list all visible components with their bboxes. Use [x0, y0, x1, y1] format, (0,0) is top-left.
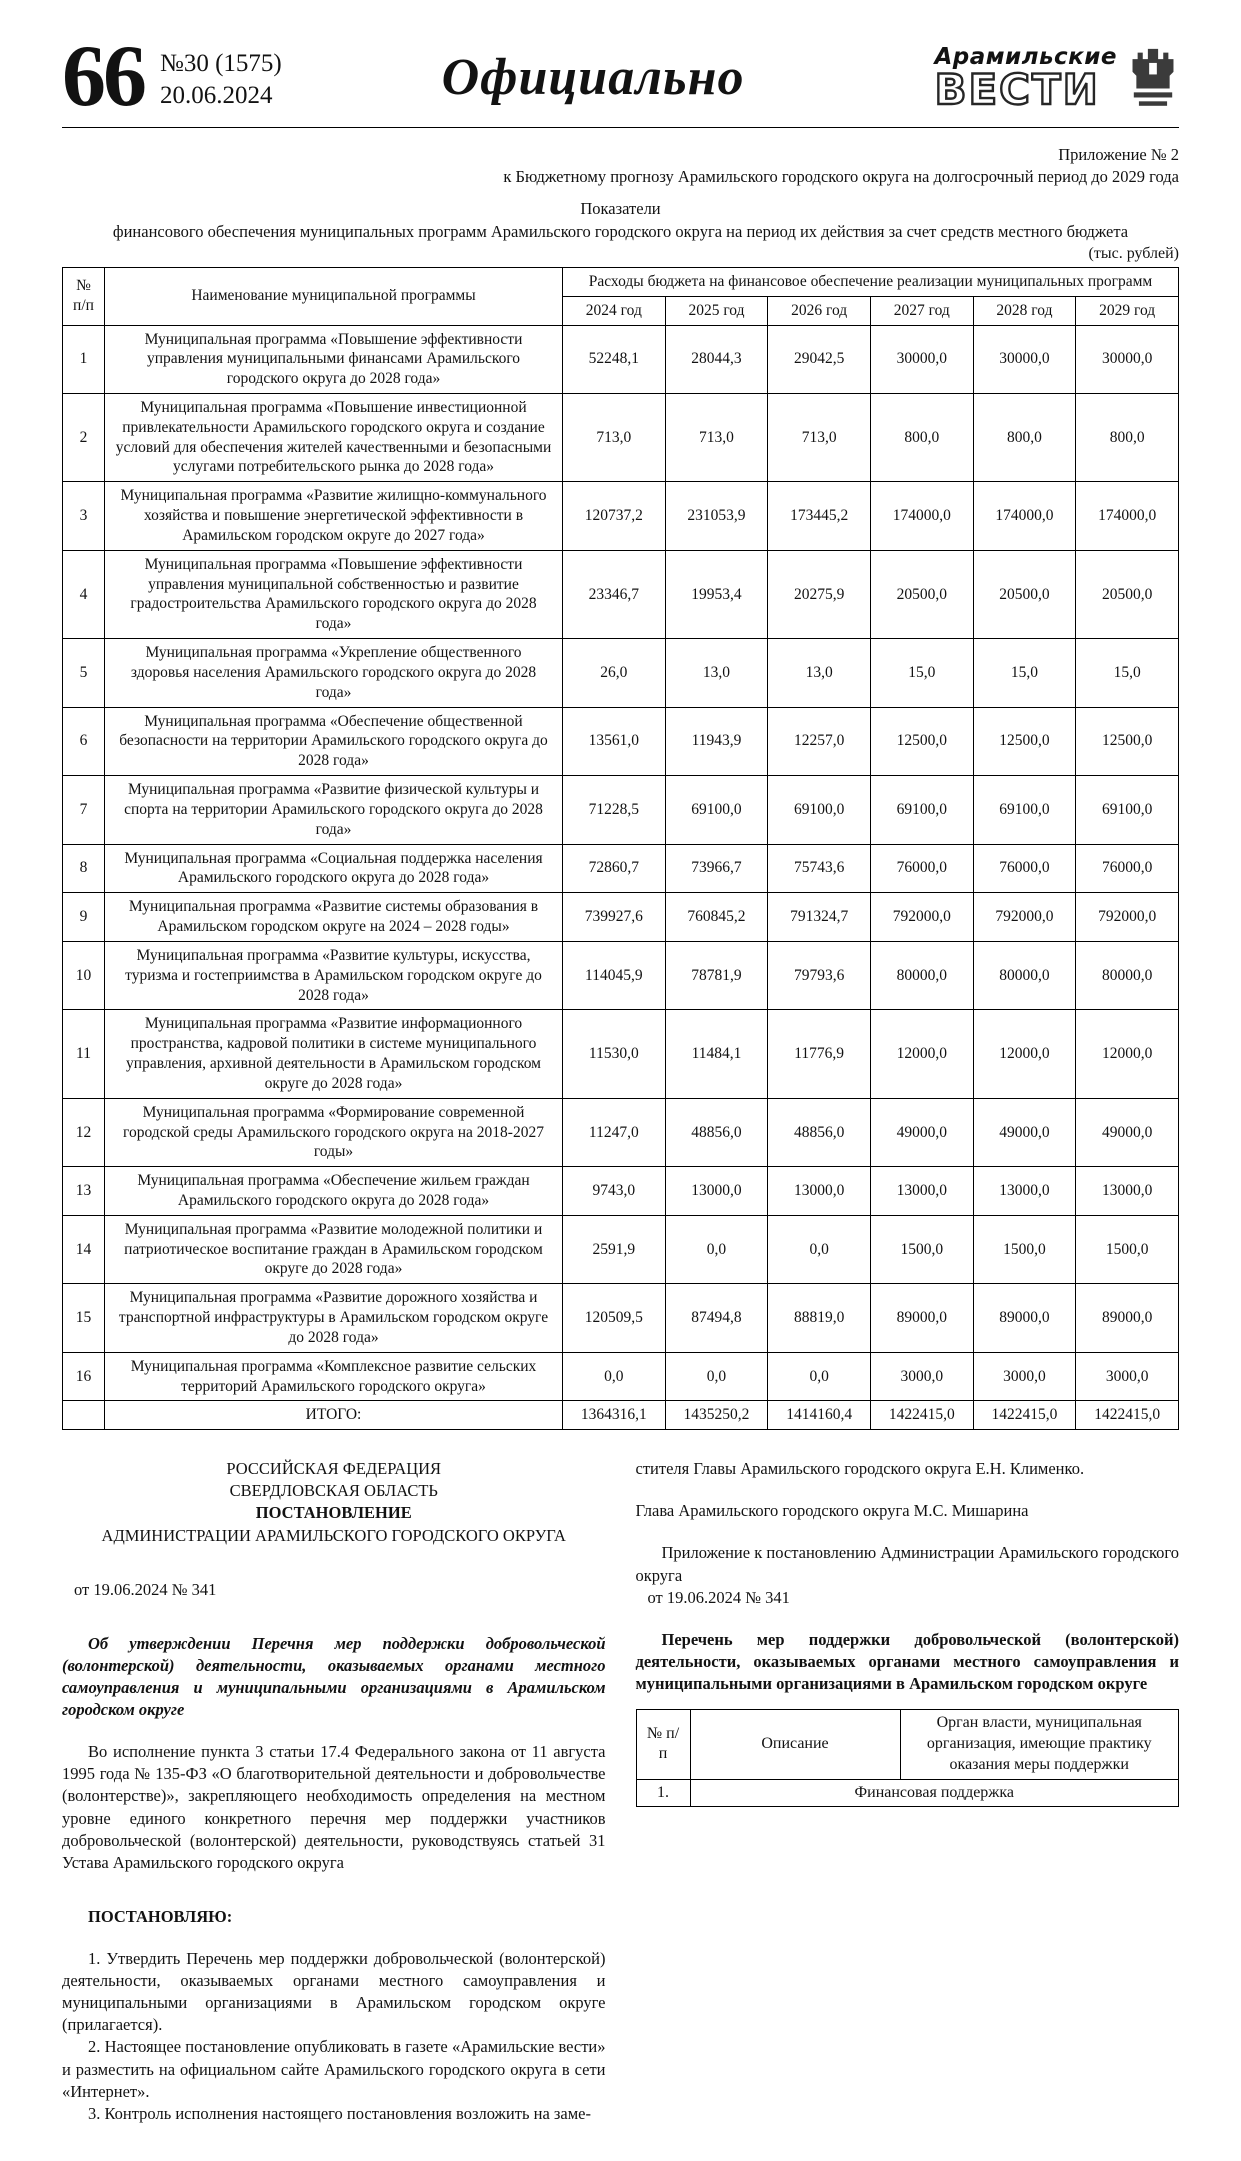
program-name: Муниципальная программа «Развитие информационного пространства, кадровой политики в системе муниципального управления, архивной деятельности в Арамильском городском округе до 2028 года»	[105, 1010, 563, 1098]
budget-value: 114045,9	[563, 941, 666, 1009]
budget-value: 23346,7	[563, 550, 666, 638]
program-row-number: 6	[63, 707, 105, 775]
total-value: 1422415,0	[1076, 1401, 1179, 1430]
program-row-number: 8	[63, 844, 105, 893]
coat-of-arms-icon	[1127, 45, 1179, 109]
budget-value: 15,0	[973, 639, 1076, 707]
budget-value: 120737,2	[563, 482, 666, 550]
program-name: Муниципальная программа «Обеспечение общественной безопасности на территории Арамильского городского округа до 2028 года»	[105, 707, 563, 775]
total-row	[63, 1401, 1179, 1430]
column-header-year: 2029 год	[1076, 296, 1179, 325]
budget-value: 29042,5	[768, 325, 871, 393]
resolution-item-3: 3. Контроль исполнения настоящего постановления возложить на заме-	[88, 2103, 592, 2123]
total-value: 1435250,2	[665, 1401, 768, 1430]
budget-value: 79793,6	[768, 941, 871, 1009]
budget-value: 791324,7	[768, 893, 871, 942]
resolution-item-3-continuation: стителя Главы Арамильского городского округа Е.Н. Клименко.	[635, 1459, 1085, 1479]
budget-value: 71228,5	[563, 776, 666, 844]
masthead	[62, 28, 1179, 128]
program-name: Муниципальная программа «Развитие системы образования в Арамильском городском округе на 2024 – 2028 годы»	[105, 893, 563, 942]
program-row-number: 15	[63, 1284, 105, 1352]
budget-value: 78781,9	[665, 941, 768, 1009]
program-row	[63, 1098, 1179, 1166]
column-header-year: 2024 год	[563, 296, 666, 325]
resolution-org-line2: СВЕРДЛОВСКАЯ ОБЛАСТЬ	[229, 1481, 438, 1501]
program-row-number: 2	[63, 394, 105, 482]
resolution-org-line3: АДМИНИСТРАЦИИ АРАМИЛЬСКОГО ГОРОДСКОГО ОКРУГА	[101, 1525, 566, 1545]
budget-value: 80000,0	[973, 941, 1076, 1009]
budget-value: 20275,9	[768, 550, 871, 638]
resolution-item-1: 1. Утвердить Перечень мер поддержки добровольческой (волонтерской) деятельности, оказываемых органами местного самоуправления и муниципальными организациями в Арамильском городском округе (прилагается).	[62, 1949, 606, 2035]
program-name: Муниципальная программа «Формирование современной городской среды Арамильского городского округа на 2018-2027 годы»	[105, 1098, 563, 1166]
budget-value: 713,0	[768, 394, 871, 482]
budget-value: 30000,0	[870, 325, 973, 393]
support-measures-table-body	[636, 1779, 1179, 1807]
budget-value: 9743,0	[563, 1167, 666, 1216]
program-row	[63, 482, 1179, 550]
budget-value: 89000,0	[973, 1284, 1076, 1352]
budget-value: 80000,0	[870, 941, 973, 1009]
budget-value: 0,0	[665, 1215, 768, 1283]
program-row-number: 12	[63, 1098, 105, 1166]
budget-value: 1500,0	[870, 1215, 973, 1283]
program-name: Муниципальная программа «Развитие молодежной политики и патриотическое воспитание граждан в Арамильском городском округе до 2028 года»	[105, 1215, 563, 1283]
budget-value: 13000,0	[1076, 1167, 1179, 1216]
resolution-org-line1: РОССИЙСКАЯ ФЕДЕРАЦИЯ	[226, 1459, 442, 1479]
budget-value: 800,0	[870, 394, 973, 482]
budget-value: 69100,0	[870, 776, 973, 844]
budget-value: 49000,0	[973, 1098, 1076, 1166]
budget-value: 15,0	[870, 639, 973, 707]
program-row-number: 5	[63, 639, 105, 707]
program-row	[63, 1352, 1179, 1401]
budget-value: 26,0	[563, 639, 666, 707]
budget-value: 13000,0	[973, 1167, 1076, 1216]
budget-value: 1500,0	[1076, 1215, 1179, 1283]
resolution-signature: Глава Арамильского городского округа М.С. Мишарина	[635, 1501, 1029, 1521]
budget-value: 69100,0	[973, 776, 1076, 844]
column-header-expenses: Расходы бюджета на финансовое обеспечение реализации муниципальных программ	[563, 267, 1179, 296]
budget-value: 11247,0	[563, 1098, 666, 1166]
budget-value: 739927,6	[563, 893, 666, 942]
budget-value: 800,0	[1076, 394, 1179, 482]
budget-value: 11530,0	[563, 1010, 666, 1098]
table-caption-line1: Показатели	[580, 199, 661, 219]
budget-value: 20500,0	[870, 550, 973, 638]
budget-value: 20500,0	[973, 550, 1076, 638]
programs-table-head	[63, 267, 1179, 325]
left-column	[62, 1458, 606, 2125]
budget-value: 11484,1	[665, 1010, 768, 1098]
total-value: 1422415,0	[973, 1401, 1076, 1430]
program-row-number: 4	[63, 550, 105, 638]
budget-value: 76000,0	[870, 844, 973, 893]
program-row	[63, 1010, 1179, 1098]
budget-value: 0,0	[665, 1352, 768, 1401]
budget-value: 231053,9	[665, 482, 768, 550]
total-row-empty-cell	[63, 1401, 105, 1430]
program-row	[63, 1215, 1179, 1283]
budget-value: 69100,0	[1076, 776, 1179, 844]
program-name: Муниципальная программа «Социальная поддержка населения Арамильского городского округа до 2028 года»	[105, 844, 563, 893]
program-row	[63, 550, 1179, 638]
support-measure-desc: Финансовая поддержка	[690, 1779, 1179, 1807]
program-row	[63, 394, 1179, 482]
budget-value: 20500,0	[1076, 550, 1179, 638]
program-row-number: 3	[63, 482, 105, 550]
program-row-number: 11	[63, 1010, 105, 1098]
budget-value: 173445,2	[768, 482, 871, 550]
budget-value: 792000,0	[1076, 893, 1179, 942]
budget-value: 2591,9	[563, 1215, 666, 1283]
resolution-item-2: 2. Настоящее постановление опубликовать в газете «Арамильские вести» и разместить на официальном сайте Арамильского городского округа в сети «Интернет».	[62, 2037, 606, 2101]
budget-value: 73966,7	[665, 844, 768, 893]
right-column	[636, 1458, 1180, 2125]
page-number: 66	[62, 28, 144, 125]
budget-value: 713,0	[563, 394, 666, 482]
budget-value: 1500,0	[973, 1215, 1076, 1283]
budget-value: 0,0	[563, 1352, 666, 1401]
budget-value: 49000,0	[1076, 1098, 1179, 1166]
budget-value: 12000,0	[870, 1010, 973, 1098]
program-name: Муниципальная программа «Развитие жилищно-коммунального хозяйства и повышение энергетической эффективности в Арамильском городском округе до 2027 года»	[105, 482, 563, 550]
program-row	[63, 844, 1179, 893]
budget-value: 80000,0	[1076, 941, 1179, 1009]
budget-value: 12500,0	[870, 707, 973, 775]
budget-value: 174000,0	[870, 482, 973, 550]
annex2-column-header-org: Орган власти, муниципальная организация, имеющие практику оказания меры поддержки	[900, 1710, 1179, 1779]
total-value: 1422415,0	[870, 1401, 973, 1430]
budget-value: 88819,0	[768, 1284, 871, 1352]
logo-text-top: Арамильские	[934, 44, 1117, 71]
resolution-date-number: от 19.06.2024 № 341	[74, 1579, 217, 1599]
budget-value: 52248,1	[563, 325, 666, 393]
program-row-number: 9	[63, 893, 105, 942]
table-caption-line2: финансового обеспечения муниципальных программ Арамильского городского округа на период их действия за счет средств местного бюджета	[112, 221, 1129, 241]
budget-value: 19953,4	[665, 550, 768, 638]
budget-value: 89000,0	[1076, 1284, 1179, 1352]
budget-value: 48856,0	[768, 1098, 871, 1166]
budget-value: 3000,0	[870, 1352, 973, 1401]
annex2-reference-line2: от 19.06.2024 № 341	[647, 1587, 790, 1607]
logo-text-bottom: ВЕСТИ	[934, 65, 1100, 115]
section-title: Официально	[441, 48, 745, 106]
program-row	[63, 639, 1179, 707]
budget-value: 11776,9	[768, 1010, 871, 1098]
annex2-column-header-desc: Описание	[690, 1710, 900, 1779]
program-row-number: 16	[63, 1352, 105, 1401]
resolution-resolve-label: ПОСТАНОВЛЯЮ:	[88, 1906, 233, 1926]
annex2-reference-line1: Приложение к постановлению Администрации Арамильского городского округа	[635, 1543, 1179, 1585]
budget-value: 30000,0	[1076, 325, 1179, 393]
programs-budget-table	[62, 267, 1179, 1430]
program-row-number: 13	[63, 1167, 105, 1216]
program-name: Муниципальная программа «Обеспечение жильем граждан Арамильского городского округа до 2028 года»	[105, 1167, 563, 1216]
program-row-number: 1	[63, 325, 105, 393]
program-row	[63, 941, 1179, 1009]
budget-value: 12500,0	[973, 707, 1076, 775]
budget-value: 87494,8	[665, 1284, 768, 1352]
total-value: 1414160,4	[768, 1401, 871, 1430]
budget-value: 12257,0	[768, 707, 871, 775]
budget-value: 13,0	[665, 639, 768, 707]
issue-date: 20.06.2024	[160, 82, 273, 110]
budget-value: 3000,0	[973, 1352, 1076, 1401]
budget-value: 12500,0	[1076, 707, 1179, 775]
annex2-column-header-num: № п/п	[636, 1710, 690, 1779]
budget-value: 174000,0	[973, 482, 1076, 550]
program-row	[63, 893, 1179, 942]
budget-value: 0,0	[768, 1352, 871, 1401]
issue-block	[160, 42, 282, 113]
budget-value: 13000,0	[768, 1167, 871, 1216]
budget-value: 89000,0	[870, 1284, 973, 1352]
program-row	[63, 1167, 1179, 1216]
budget-value: 0,0	[768, 1215, 871, 1283]
column-header-name: Наименование муниципальной программы	[105, 267, 563, 325]
program-row	[63, 1284, 1179, 1352]
logo-text	[934, 44, 1117, 115]
total-label: ИТОГО:	[105, 1401, 563, 1430]
program-row	[63, 325, 1179, 393]
budget-value: 28044,3	[665, 325, 768, 393]
support-measure-num: 1.	[636, 1779, 690, 1807]
column-header-year: 2025 год	[665, 296, 768, 325]
budget-value: 13,0	[768, 639, 871, 707]
program-name: Муниципальная программа «Повышение эффективности управления муниципальной собственностью и развитие градостроительства Арамильского городского округа до 2028 года»	[105, 550, 563, 638]
resolution-subject: Об утверждении Перечня мер поддержки добровольческой (волонтерской) деятельности, оказываемых органами местного самоуправления и муниципальными организациями в Арамильском городском округе	[62, 1633, 606, 1720]
annex-reference-line1: Приложение № 2	[1058, 144, 1179, 164]
budget-value: 69100,0	[665, 776, 768, 844]
program-name: Муниципальная программа «Развитие дорожного хозяйства и транспортной инфраструктуры в Арамильском городском округе до 2028 года»	[105, 1284, 563, 1352]
budget-value: 49000,0	[870, 1098, 973, 1166]
support-measures-table	[636, 1709, 1180, 1807]
budget-value: 800,0	[973, 394, 1076, 482]
article-columns	[62, 1458, 1179, 2125]
program-row	[63, 776, 1179, 844]
annex-reference	[62, 144, 1179, 189]
program-row-number: 10	[63, 941, 105, 1009]
budget-value: 13561,0	[563, 707, 666, 775]
column-header-year: 2026 год	[768, 296, 871, 325]
budget-value: 13000,0	[870, 1167, 973, 1216]
program-row-number: 7	[63, 776, 105, 844]
budget-value: 792000,0	[973, 893, 1076, 942]
support-measure-row	[636, 1779, 1179, 1807]
column-header-year: 2027 год	[870, 296, 973, 325]
budget-value: 12000,0	[973, 1010, 1076, 1098]
program-name: Муниципальная программа «Развитие культуры, искусства, туризма и гостеприимства в Арамильском городском округе до 2028 года»	[105, 941, 563, 1009]
budget-value: 760845,2	[665, 893, 768, 942]
budget-value: 30000,0	[973, 325, 1076, 393]
budget-value: 69100,0	[768, 776, 871, 844]
budget-value: 12000,0	[1076, 1010, 1179, 1098]
support-measures-table-head	[636, 1710, 1179, 1779]
budget-value: 48856,0	[665, 1098, 768, 1166]
budget-value: 120509,5	[563, 1284, 666, 1352]
budget-value: 15,0	[1076, 639, 1179, 707]
budget-value: 76000,0	[973, 844, 1076, 893]
program-row	[63, 707, 1179, 775]
resolution-preamble: Во исполнение пункта 3 статьи 17.4 Федерального закона от 11 августа 1995 года № 135-ФЗ «О благотворительной деятельности и добровольчестве (волонтерстве)», закрепляющего необходимость определения на местном уровне единого конкретного перечня мер поддержки участников добровольческой (волонтерской) деятельности, руководствуясь статьей 31 Устава Арамильского городского округа	[62, 1742, 606, 1872]
column-header-year: 2028 год	[973, 296, 1076, 325]
budget-value: 72860,7	[563, 844, 666, 893]
column-header-num: № п/п	[63, 267, 105, 325]
budget-value: 11943,9	[665, 707, 768, 775]
units-note: (тыс. рублей)	[1088, 244, 1179, 262]
table-caption	[62, 198, 1179, 243]
program-row-number: 14	[63, 1215, 105, 1283]
resolution-doc-type: ПОСТАНОВЛЕНИЕ	[255, 1503, 412, 1523]
program-name: Муниципальная программа «Комплексное развитие сельских территорий Арамильского городского округа»	[105, 1352, 563, 1401]
budget-value: 174000,0	[1076, 482, 1179, 550]
budget-value: 713,0	[665, 394, 768, 482]
annex2-title: Перечень мер поддержки добровольческой (волонтерской) деятельности, оказываемых органами местного самоуправления и муниципальными организациями в Арамильском городском округе	[635, 1629, 1179, 1694]
budget-value: 792000,0	[870, 893, 973, 942]
annex-reference-line2: к Бюджетному прогнозу Арамильского городского округа на долгосрочный период до 2029 года	[503, 167, 1179, 187]
program-name: Муниципальная программа «Повышение эффективности управления муниципальными финансами Арамильского городского округа до 2028 года»	[105, 325, 563, 393]
issue-number: №30 (1575)	[160, 49, 282, 77]
programs-table-body	[63, 325, 1179, 1430]
budget-value: 3000,0	[1076, 1352, 1179, 1401]
budget-value: 76000,0	[1076, 844, 1179, 893]
budget-value: 13000,0	[665, 1167, 768, 1216]
newspaper-logo	[934, 44, 1179, 115]
total-value: 1364316,1	[563, 1401, 666, 1430]
program-name: Муниципальная программа «Развитие физической культуры и спорта на территории Арамильского городского округа до 2028 года»	[105, 776, 563, 844]
budget-value: 75743,6	[768, 844, 871, 893]
program-name: Муниципальная программа «Укрепление общественного здоровья населения Арамильского городского округа до 2028 года»	[105, 639, 563, 707]
program-name: Муниципальная программа «Повышение инвестиционной привлекательности Арамильского городского округа и создание условий для обеспечения жителей качественными и безопасными услугами потребительского рынка до 2028 года»	[105, 394, 563, 482]
